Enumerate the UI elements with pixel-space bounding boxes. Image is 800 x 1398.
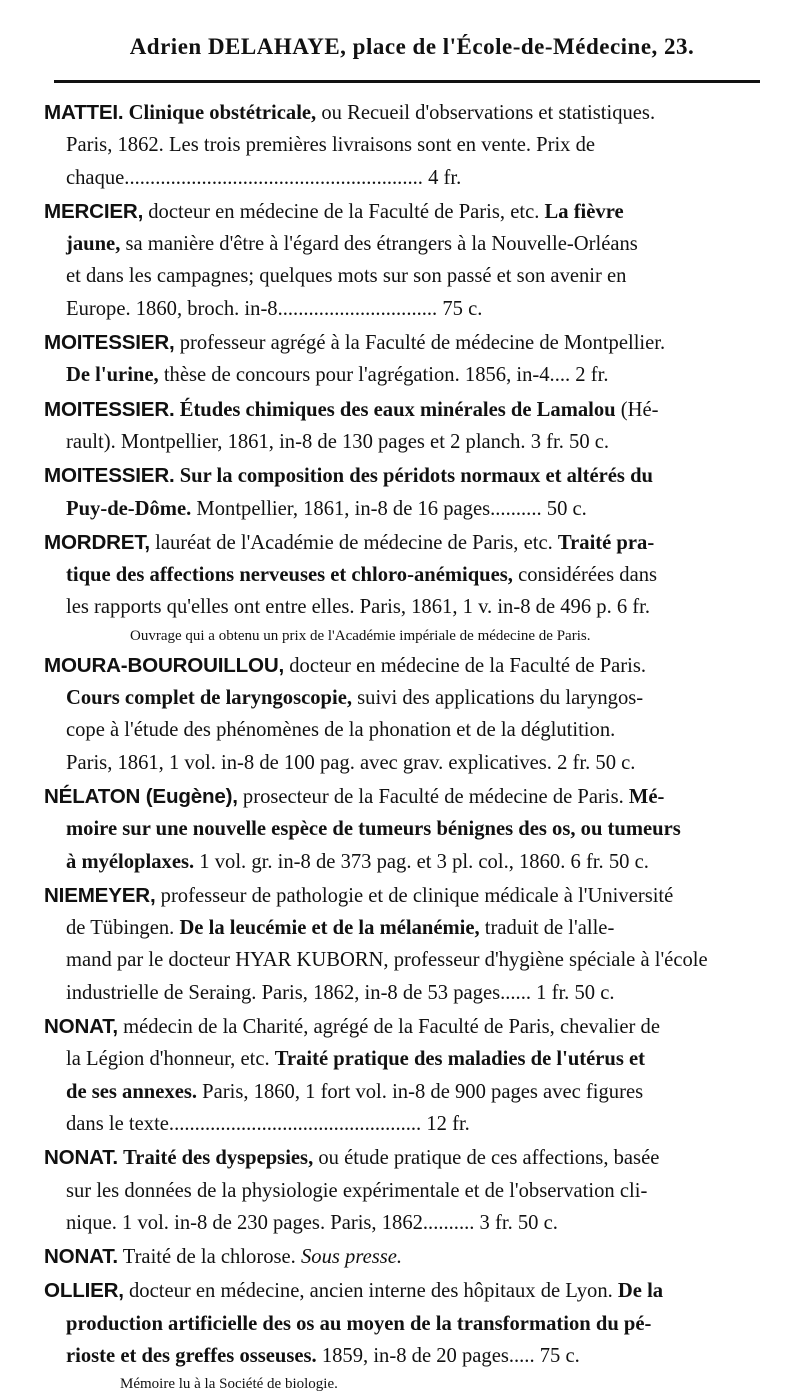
entry-line: [44, 846, 760, 878]
entry-text: Paris, 1862. Les trois premières livraisons sont en vente. Prix de: [66, 134, 596, 157]
entry-line: [44, 747, 760, 779]
entry-line: [44, 912, 760, 944]
entry-line: [44, 493, 760, 525]
entry-line: [44, 162, 760, 194]
entry-line: [44, 293, 760, 325]
catalogue-entry: [44, 781, 760, 878]
catalogue-entry: [44, 1275, 760, 1396]
entry-line: [44, 426, 760, 458]
entry-text: cope à l'étude des phénomènes de la phonation et de la déglutition.: [66, 719, 616, 742]
entry-line: [44, 196, 760, 228]
entry-text: Paris, 1860, 1 fort vol. in-8 de 900 pages avec figures: [197, 1080, 644, 1103]
catalogue-entry: [44, 97, 760, 194]
entry-title: moire sur une nouvelle espèce de tumeurs bénignes des os, ou tumeurs: [66, 818, 681, 841]
entry-text: sur les données de la physiologie expérimentale et de l'observation cli-: [66, 1179, 648, 1202]
entry-author: NONAT,: [44, 1015, 118, 1039]
entry-title: Traité pratique des maladies de l'utérus et: [274, 1048, 646, 1071]
entry-title: rioste et des greffes osseuses.: [66, 1344, 317, 1367]
entry-text: professeur de pathologie et de clinique médicale à l'Université: [155, 884, 674, 907]
entry-line: [44, 228, 760, 260]
entry-text: docteur en médecine, ancien interne des hôpitaux de Lyon.: [123, 1280, 618, 1303]
entry-line: [44, 944, 760, 976]
entry-text: 1 vol. gr. in-8 de 373 pag. et 3 pl. col., 1860. 6 fr. 50 c.: [194, 850, 649, 873]
entry-text: considérées dans: [512, 564, 658, 587]
entry-line: [44, 129, 760, 161]
entry-line: [44, 880, 760, 912]
catalogue-entry: [44, 394, 760, 459]
entry-text: de Tübingen.: [66, 917, 180, 940]
entry-title: De la leucémie et de la mélanémie,: [179, 917, 480, 940]
entry-text: professeur agrégé à la Faculté de médecine de Montpellier.: [174, 332, 666, 355]
entry-line: [44, 527, 760, 559]
entry-text: Traité de la chlorose.: [117, 1246, 301, 1269]
catalogue-entry: [44, 196, 760, 325]
entry-text: Europe. 1860, broch. in-8............................... 75 c.: [66, 297, 483, 320]
entry-line: [44, 460, 760, 492]
entry-author: NIEMEYER,: [44, 883, 156, 907]
entry-line: [44, 781, 760, 813]
catalogue-entry: [44, 880, 760, 1009]
entry-line: [44, 1076, 760, 1108]
entry-text: Paris, 1861, 1 vol. in-8 de 100 pag. avec grav. explicatives. 2 fr. 50 c.: [66, 751, 636, 774]
entry-text: nique. 1 vol. in-8 de 230 pages. Paris, 1862.......... 3 fr. 50 c.: [66, 1211, 558, 1234]
entry-author: NONAT.: [44, 1146, 118, 1170]
catalogue-page: [44, 0, 760, 1398]
entry-status: Sous presse.: [300, 1246, 403, 1269]
entry-text: thèse de concours pour l'agrégation. 1856, in-4.... 2 fr.: [158, 364, 609, 387]
entry-text: dans le texte................................................. 12 fr.: [66, 1112, 470, 1135]
catalogue-entry: [44, 527, 760, 648]
entry-text: (Hé-: [615, 398, 659, 421]
entry-line: [44, 650, 760, 682]
catalogue-entry: [44, 1241, 760, 1273]
entry-line: [44, 394, 760, 426]
entry-text: sa manière d'être à l'égard des étrangers à la Nouvelle-Orléans: [120, 233, 638, 256]
entry-text: mand par le docteur HYAR KUBORN, professeur d'hygiène spéciale à l'école: [66, 949, 708, 972]
entry-line: [44, 559, 760, 591]
entry-title: Traité des dyspepsies,: [123, 1147, 314, 1170]
entry-title: Puy-de-Dôme.: [66, 497, 192, 520]
entry-author: MOITESSIER.: [44, 397, 175, 421]
entry-text: médecin de la Charité, agrégé de la Faculté de Paris, chevalier de: [117, 1016, 660, 1039]
catalogue-entry: [44, 1011, 760, 1140]
entry-title: Cours complet de laryngoscopie,: [66, 687, 352, 710]
entry-author: MOITESSIER.: [44, 464, 175, 488]
catalogue-entry: [44, 460, 760, 525]
entry-author: NONAT.: [44, 1245, 118, 1269]
entry-line: [44, 1340, 760, 1372]
entry-text: traduit de l'alle-: [479, 917, 615, 940]
entry-line: [44, 1108, 760, 1140]
entry-line: [44, 260, 760, 292]
entry-title: tique des affections nerveuses et chloro-anémiques,: [66, 564, 513, 587]
entry-title: Traité pra-: [557, 531, 655, 554]
entry-title: Sur la composition des péridots normaux et altérés du: [179, 465, 653, 488]
entry-text: chaque.......................................................... 4 fr.: [66, 166, 462, 189]
entry-line: [44, 813, 760, 845]
entry-line: [44, 977, 760, 1009]
catalogue-entry: [44, 650, 760, 779]
entry-title: Études chimiques des eaux minérales de Lamalou: [179, 398, 616, 421]
catalogue-entry: [44, 327, 760, 392]
catalogue-entries: [44, 97, 760, 1396]
entry-text: les rapports qu'elles ont entre elles. Paris, 1861, 1 v. in-8 de 496 p. 6 fr.: [66, 596, 651, 619]
entry-line: [44, 359, 760, 391]
entry-title: Clinique obstétricale,: [128, 102, 317, 124]
entry-author: NÉLATON (Eugène),: [44, 784, 238, 808]
entry-text: rault). Montpellier, 1861, in-8 de 130 pages et 2 planch. 3 fr. 50 c.: [66, 430, 610, 453]
entry-note: Ouvrage qui a obtenu un prix de l'Académie impériale de médecine de Paris.: [130, 627, 591, 644]
entry-title: de ses annexes.: [66, 1080, 198, 1103]
entry-line: [44, 1241, 760, 1273]
entry-text: ou Recueil d'observations et statistiques.: [316, 102, 656, 124]
entry-note: Mémoire lu à la Société de biologie.: [120, 1376, 338, 1393]
entry-text: Montpellier, 1861, in-8 de 16 pages.......... 50 c.: [191, 497, 587, 520]
entry-author: MOURA-BOUROUILLOU,: [44, 653, 285, 677]
entry-line: [44, 682, 760, 714]
entry-author: MATTEI.: [44, 101, 124, 124]
entry-title: Mé-: [628, 785, 665, 808]
entry-author: MORDRET,: [44, 530, 150, 554]
entry-author: OLLIER,: [44, 1279, 124, 1303]
entry-text: ou étude pratique de ces affections, basée: [313, 1147, 660, 1170]
entry-text: suivi des applications du laryngos-: [352, 687, 644, 710]
entry-line: [44, 591, 760, 623]
entry-line: [44, 1175, 760, 1207]
entry-text: industrielle de Seraing. Paris, 1862, in-8 de 53 pages...... 1 fr. 50 c.: [66, 981, 615, 1004]
entry-line: [44, 1142, 760, 1174]
entry-text: lauréat de l'Académie de médecine de Paris, etc.: [149, 531, 558, 554]
entry-text: docteur en médecine de la Faculté de Paris.: [284, 654, 647, 677]
entry-line: [44, 1207, 760, 1239]
entry-text: et dans les campagnes; quelques mots sur son passé et son avenir en: [66, 265, 627, 288]
entry-line: [44, 1275, 760, 1307]
catalogue-entry: [44, 1142, 760, 1239]
entry-title: De la: [617, 1280, 664, 1303]
entry-author: MOITESSIER,: [44, 331, 175, 355]
entry-line: [44, 1011, 760, 1043]
entry-text: la Légion d'honneur, etc.: [66, 1048, 275, 1071]
entry-title: De l'urine,: [66, 364, 159, 387]
entry-text: 1859, in-8 de 20 pages..... 75 c.: [316, 1344, 580, 1367]
entry-title: à myéloplaxes.: [66, 850, 195, 873]
entry-text: prosecteur de la Faculté de médecine de Paris.: [237, 785, 629, 808]
entry-line: [44, 1308, 760, 1340]
entry-title: La fièvre: [544, 200, 624, 223]
entry-line: [44, 714, 760, 746]
page-header: Adrien DELAHAYE, place de l'École-de-Médecine, 23.: [129, 34, 695, 59]
entry-line: [44, 97, 760, 129]
entry-title: production artificielle des os au moyen de la transformation du pé-: [66, 1312, 652, 1335]
entry-text: docteur en médecine de la Faculté de Paris, etc.: [143, 200, 545, 223]
entry-line: [44, 327, 760, 359]
entry-line: [44, 1043, 760, 1075]
entry-author: MERCIER,: [44, 199, 144, 223]
header-rule: [54, 80, 760, 83]
entry-title: jaune,: [66, 233, 121, 256]
